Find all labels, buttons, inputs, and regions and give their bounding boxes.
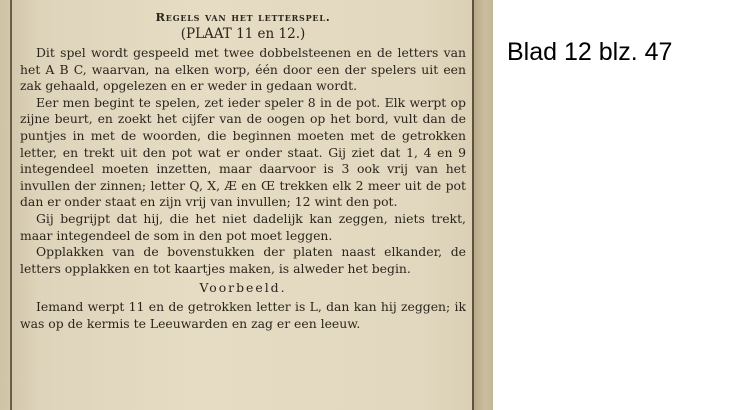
example-paragraph: Iemand werpt 11 en de getrokken letter is L, dan kan hij zeggen; ik was op de kermis te Leeuwarden en zag er een leeuw. — [20, 298, 466, 331]
page-subtitle: (PLAAT 11 en 12.) — [180, 26, 306, 42]
example-heading: Voorbeeld. — [199, 280, 287, 296]
paragraph-2: Eer men begint te spelen, zet ieder speler 8 in de pot. Elk werpt op zijne beurt, en zoekt het cijfer van de oogen op het bord, vult dan de puntjes in met de woorden, die beginnen moeten met de getrokken letter, en trekt uit den pot wat er onder staat. Gij ziet dat 1, 4 en 9 integendeel moeten inzetten, maar daarvoor is 3 ook vrij van het invullen der zinnen; letter Q, X, Æ en Œ trekken elk 2 meer uit de pot dan er onder staat en zijn vrij van invullen; 12 wint den pot. — [20, 94, 466, 210]
page-text — [20, 9, 466, 332]
paragraph-4: Opplakken van de bovenstukken der platen naast elkander, de letters opplakken en tot kaartjes maken, is alweder het begin. — [20, 244, 466, 276]
page-reference-caption: Blad 12 blz. 47 — [507, 38, 673, 66]
page-title: Regels van het letterspel. — [155, 10, 331, 24]
paragraph-3: Gij begrijpt dat hij, die het niet dadelijk kan zeggen, niets trekt, maar integendeel de som in den pot moet leggen. — [20, 210, 466, 243]
paragraph-1: Dit spel wordt gespeeld met twee dobbelsteenen en de letters van het A B C, waarvan, na elken worp, één door een der spelers uit een zak gehaald, opgelezen en er weder in gedaan wordt. — [20, 45, 466, 94]
page-edge — [474, 0, 493, 410]
left-column-rule — [10, 0, 12, 410]
